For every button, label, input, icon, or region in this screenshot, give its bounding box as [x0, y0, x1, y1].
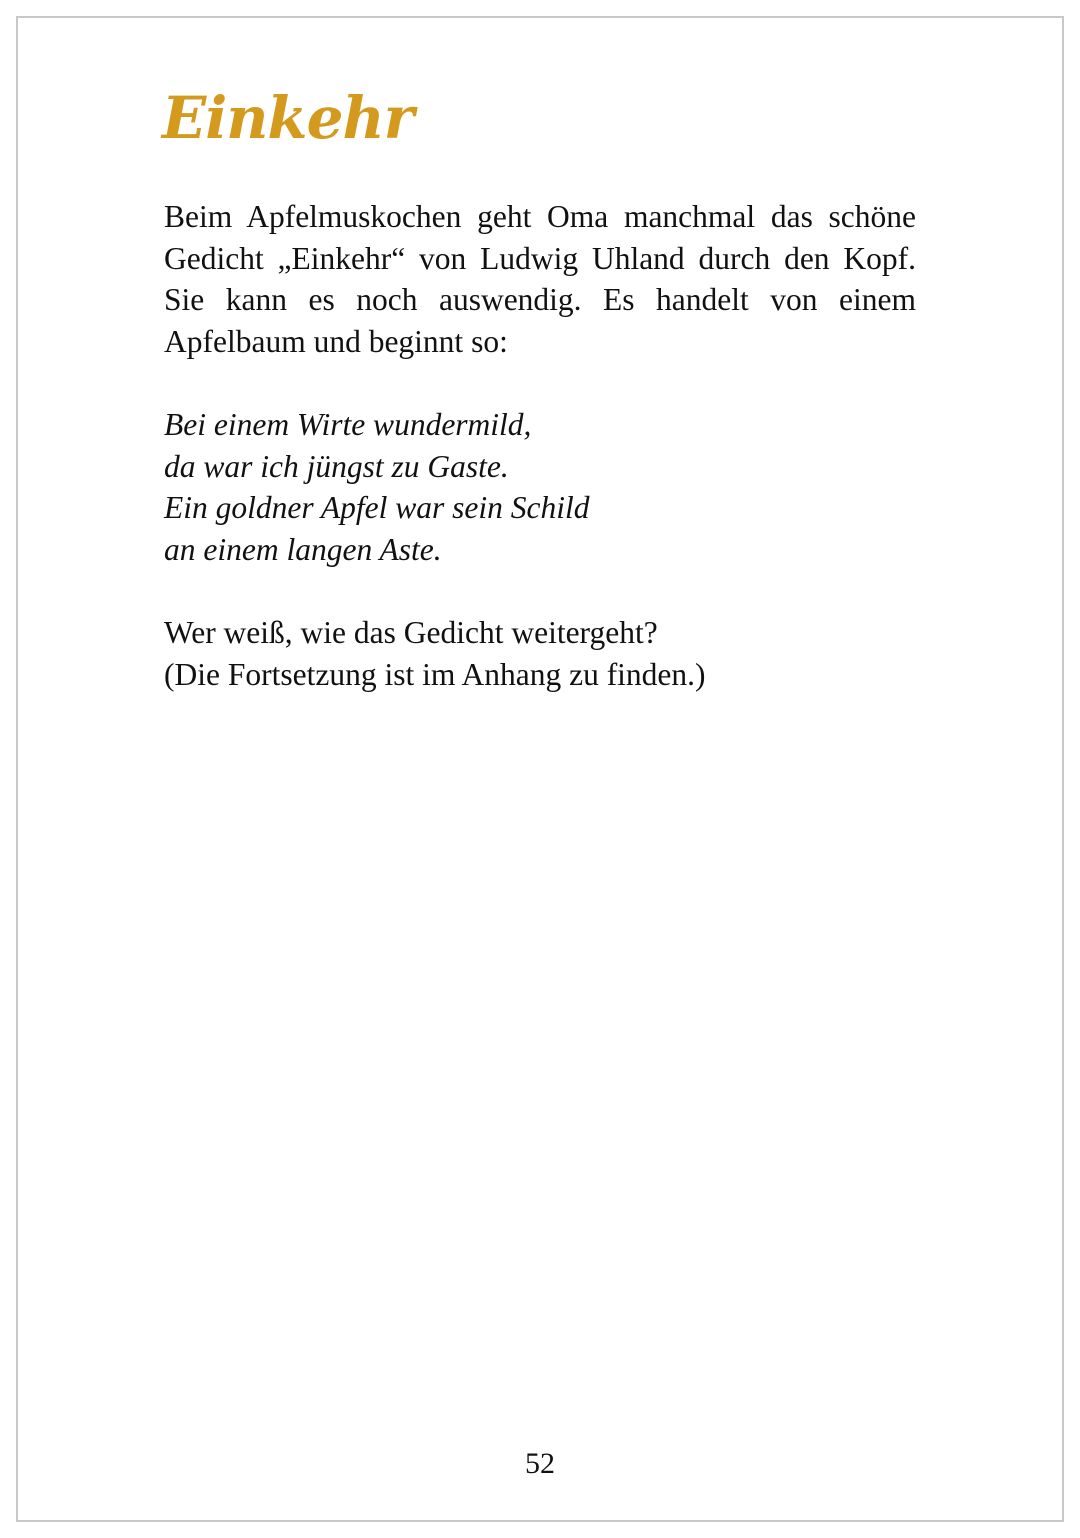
poem-line: da war ich jüngst zu Gaste.: [164, 448, 509, 484]
page-number: 52: [525, 1447, 555, 1480]
closing-text: [164, 612, 706, 695]
poem-excerpt: [164, 404, 590, 570]
intro-paragraph: Beim Apfelmuskochen geht Oma manchmal das schöne Gedicht „Einkehr“ von Ludwig Uhland durch den Kopf. Sie kann es noch auswendig. Es handelt von einem Apfelbaum und beginnt so:: [164, 199, 916, 359]
poem-line: Bei einem Wirte wundermild,: [164, 407, 532, 442]
poem-line: Ein goldner Apfel war sein Schild: [164, 490, 590, 525]
poem-line: an einem langen Aste.: [164, 531, 442, 567]
closing-question: Wer weiß, wie das Gedicht weitergeht?: [164, 615, 658, 650]
page-title: Einkehr: [162, 84, 414, 152]
closing-note: (Die Fortsetzung ist im Anhang zu finden.): [164, 656, 706, 692]
